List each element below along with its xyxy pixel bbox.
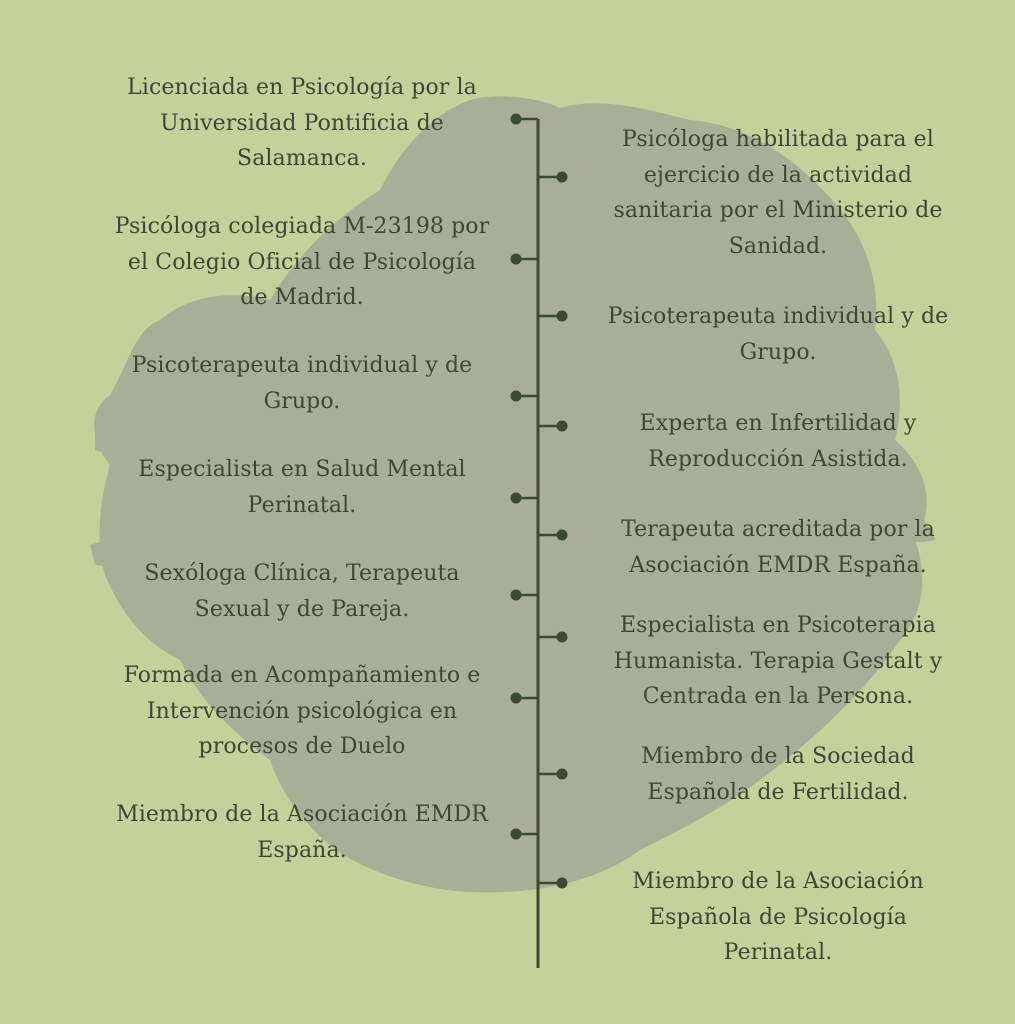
right-entry-6: Miembro de la Sociedad Española de Fertilidad. <box>641 744 915 805</box>
left-entry-3: Psicoterapeuta individual y de Grupo. <box>131 353 473 414</box>
left-dot-5 <box>511 590 522 601</box>
right-dot-7 <box>557 878 568 889</box>
left-dot-6 <box>511 693 522 704</box>
left-dot-2 <box>511 254 522 265</box>
left-entry-2: Psicóloga colegiada M-23198 por el Colegio Oficial de Psicología de Madrid. <box>114 214 490 310</box>
left-entry-1: Licenciada en Psicología por la Universidad Pontificia de Salamanca. <box>127 75 477 171</box>
right-dot-4 <box>557 530 568 541</box>
right-dot-1 <box>557 172 568 183</box>
left-dot-1 <box>511 114 522 125</box>
right-entry-3: Experta en Infertilidad y Reproducción Asistida. <box>639 411 917 472</box>
right-dot-2 <box>557 311 568 322</box>
right-dot-6 <box>557 769 568 780</box>
right-entry-4: Terapeuta acreditada por la Asociación EMDR España. <box>621 517 935 578</box>
right-entry-2: Psicoterapeuta individual y de Grupo. <box>607 304 949 365</box>
left-entry-6: Formada en Acompañamiento e Intervención psicológica en procesos de Duelo <box>123 663 481 759</box>
right-dot-5 <box>557 632 568 643</box>
right-entry-7: Miembro de la Asociación Española de Psicología Perinatal. <box>632 869 924 965</box>
right-entry-5: Especialista en Psicoterapia Humanista. Terapia Gestalt y Centrada en la Persona. <box>613 613 943 709</box>
left-dot-4 <box>511 493 522 504</box>
left-entry-4: Especialista en Salud Mental Perinatal. <box>138 457 466 518</box>
right-entry-1: Psicóloga habilitada para el ejercicio de la actividad sanitaria por el Ministerio de Sanidad. <box>613 127 943 259</box>
left-dot-3 <box>511 391 522 402</box>
right-dot-3 <box>557 421 568 432</box>
left-entry-7: Miembro de la Asociación EMDR España. <box>116 802 488 863</box>
left-entry-5: Sexóloga Clínica, Terapeuta Sexual y de Pareja. <box>144 561 460 622</box>
left-dot-7 <box>511 829 522 840</box>
